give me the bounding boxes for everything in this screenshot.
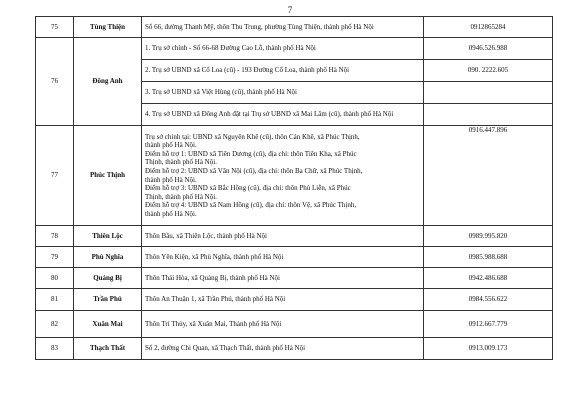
table-row (36, 311, 553, 338)
address-cell (142, 338, 424, 360)
address-line: Thôn Thái Hòa, xã Quảng Bị, thành phố Hà Nội (145, 273, 280, 282)
address-cell (142, 311, 424, 338)
address-line: thành phố Hà Nội. (145, 141, 197, 150)
commune-name: Tùng Thiện (74, 17, 142, 38)
table-row (36, 126, 553, 226)
address-cell (142, 38, 424, 60)
page-number: 7 (287, 5, 293, 15)
table-body (36, 17, 553, 360)
address-cell (142, 126, 424, 226)
row-number: 76 (36, 38, 74, 126)
phone-number: 0912.667.779 (424, 311, 553, 338)
phone-number: 0913.009.173 (424, 338, 553, 360)
phone-number (424, 82, 553, 104)
address-cell (142, 247, 424, 268)
table-row (36, 38, 553, 60)
address-line: 3. Trụ sở UBND xã Việt Hùng (cũ), thành phố Hà Nội (145, 88, 297, 97)
phone-number: 090. 2222.605 (424, 60, 553, 82)
address-line: thành phố Hà Nội. (145, 209, 197, 218)
table-row (36, 289, 553, 311)
address-line: Điểm hỗ trợ 2: UBND xã Vân Nội (cũ), địa chỉ: thôn Ba Chữ, xã Phúc Thịnh, (145, 166, 363, 175)
commune-name: Trần Phú (74, 289, 142, 311)
address-cell (142, 289, 424, 311)
address-line: Thịnh, thành phố Hà Nội. (145, 192, 217, 201)
phone-number: 0985.988.688 (424, 247, 553, 268)
address-cell (142, 17, 424, 38)
row-number: 83 (36, 338, 74, 360)
row-number: 82 (36, 311, 74, 338)
phone-number: 0916.447.896 (424, 126, 553, 226)
address-line: Thôn Yên Kiện, xã Phù Nghĩa, thành phố Hà Nội (145, 252, 284, 261)
commune-name: Đông Anh (74, 38, 142, 126)
table-row (36, 338, 553, 360)
phone-number: 0912865284 (424, 17, 553, 38)
table-row (36, 268, 553, 289)
address-line: Thịnh, thành phố Hà Nội. (145, 158, 217, 167)
table-row (36, 17, 553, 38)
commune-name: Thạch Thất (74, 338, 142, 360)
address-line: 2. Trụ sở UBND xã Cổ Loa (cũ) - 193 Đường Cổ Loa, thành phố Hà Nội (145, 66, 350, 75)
address-line: Số 2, đường Chi Quan, xã Thạch Thất, thành phố Hà Nội (145, 344, 306, 353)
commune-name: Thiên Lộc (74, 226, 142, 247)
commune-name: Phúc Thịnh (74, 126, 142, 226)
row-number: 78 (36, 226, 74, 247)
address-line: Điểm hỗ trợ 1: UBND xã Tiên Dương (cũ), địa chỉ: thôn Tiên Kha, xã Phúc (145, 149, 357, 158)
commune-name: Phù Nghĩa (74, 247, 142, 268)
phone-number: 0984.556.622 (424, 289, 553, 311)
address-line: Thôn Trí Thủy, xã Xuân Mai, Thành phố Hà Nội (145, 319, 282, 328)
row-number: 81 (36, 289, 74, 311)
contact-table (35, 16, 553, 360)
row-number: 79 (36, 247, 74, 268)
address-line: Số 66, đường Thanh Mỹ, thôn Thu Trung, phường Tùng Thiện, thành phố Hà Nội (145, 22, 374, 31)
table-row (36, 226, 553, 247)
table-row (36, 247, 553, 268)
address-cell (142, 268, 424, 289)
address-line: Thôn Bầu, xã Thiên Lộc, thành phố Hà Nội (145, 231, 267, 240)
phone-number: 0946.526.988 (424, 38, 553, 60)
phone-number (424, 104, 553, 126)
address-line: Thôn An Thuận 1, xã Trần Phú, thành phố Hà Nội (145, 295, 286, 304)
address-line: 1. Trụ sở chính - Số 66-68 Đường Cao Lỗ, thành phố Hà Nội (145, 44, 316, 53)
row-number: 77 (36, 126, 74, 226)
address-cell (142, 60, 424, 82)
address-line: 4. Trụ sở UBND xã Đông Anh đặt tại Trụ sở UBND xã Mai Lâm (cũ), thành phố Hà Nội (145, 110, 394, 119)
address-line: Trụ sở chính tại: UBND xã Nguyên Khê (cũ), thôn Cán Khê, xã Phúc Thịnh, (145, 132, 360, 141)
row-number: 75 (36, 17, 74, 38)
address-cell (142, 226, 424, 247)
commune-name: Xuân Mai (74, 311, 142, 338)
address-cell (142, 104, 424, 126)
address-line: thành phố Hà Nội. (145, 175, 197, 184)
phone-number: 0942.486.688 (424, 268, 553, 289)
address-cell (142, 82, 424, 104)
row-number: 80 (36, 268, 74, 289)
address-line: Điểm hỗ trợ 3: UBND xã Bắc Hồng (cũ), địa chỉ: thôn Phù Liễn, xã Phúc (145, 184, 351, 193)
address-line: Điểm hỗ trợ 4: UBND xã Nam Hồng (cũ), địa chỉ: thôn Vệ, xã Phúc Thịnh, (145, 201, 357, 210)
commune-name: Quảng Bị (74, 268, 142, 289)
phone-number: 0989.995.820 (424, 226, 553, 247)
